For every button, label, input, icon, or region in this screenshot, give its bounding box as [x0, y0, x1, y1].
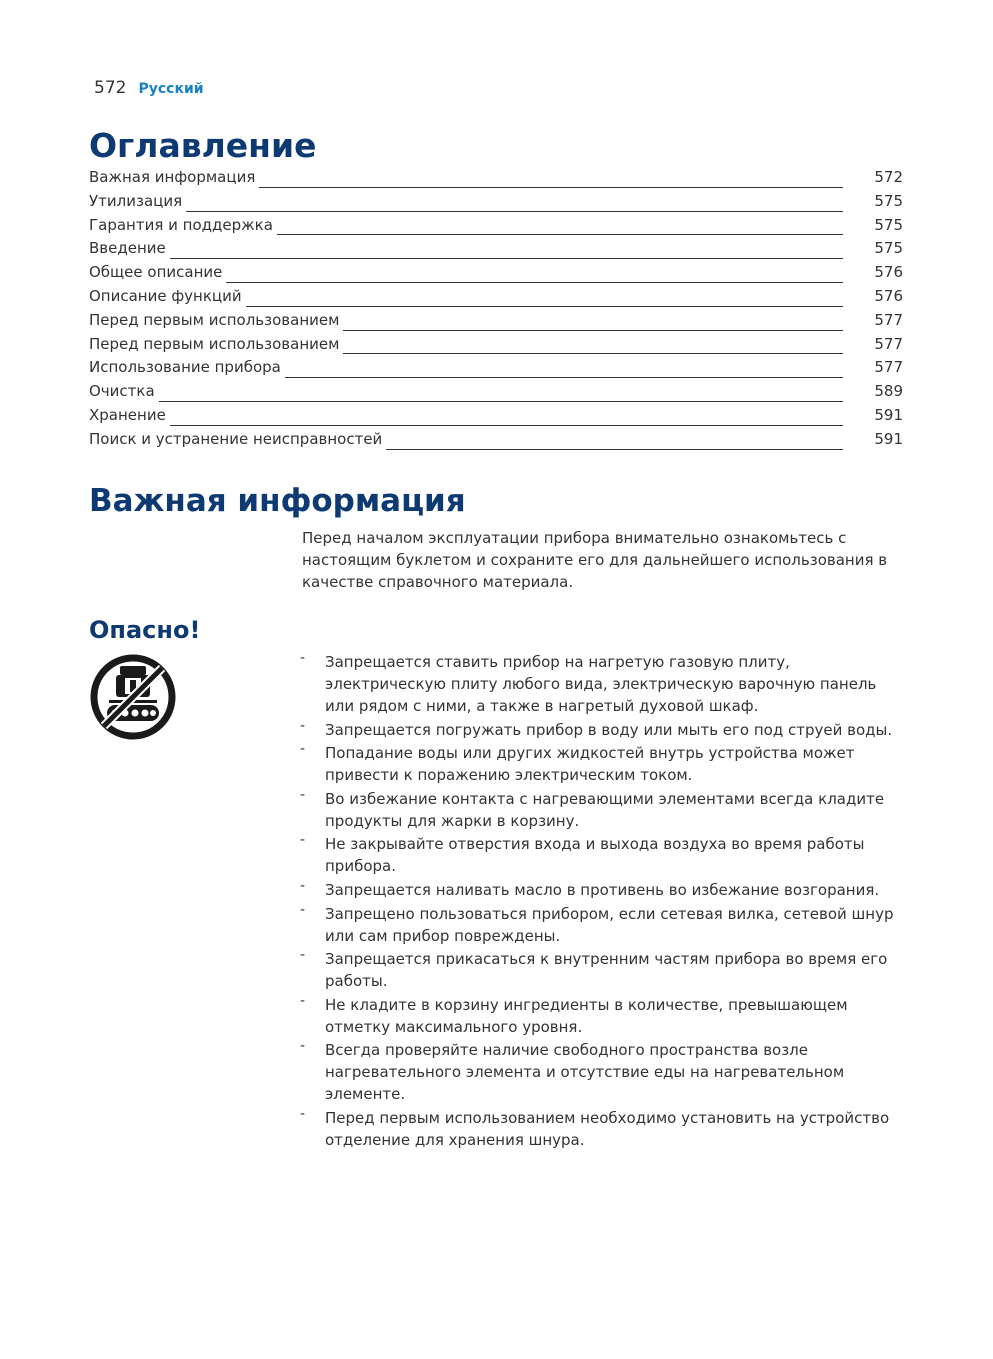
toc-leader-line	[159, 401, 843, 402]
list-item-text: Не закрывайте отверстия входа и выхода воздуха во время работы прибора.	[325, 835, 865, 876]
toc-entry-label: Хранение	[89, 405, 166, 424]
page-number: 572	[94, 78, 127, 98]
toc-entry-label: Гарантия и поддержка	[89, 215, 273, 234]
list-item-text: Запрещено пользоваться прибором, если сетевая вилка, сетевой шнур или сам прибор повреждены.	[325, 904, 894, 945]
toc-leader-line	[170, 258, 843, 259]
toc-entry-page: 577	[874, 310, 903, 329]
toc-leader-line	[285, 377, 843, 378]
bullet-marker: -	[300, 877, 306, 894]
toc-entry-label: Введение	[89, 239, 166, 258]
list-item	[300, 903, 906, 947]
list-item-text: Запрещается погружать прибор в воду или мыть его под струей воды.	[325, 720, 893, 739]
toc-entry-label: Поиск и устранение неисправностей	[89, 429, 383, 448]
toc-entry[interactable]	[89, 216, 903, 240]
toc-entry-page: 576	[874, 263, 903, 282]
intro-paragraph: Перед началом эксплуатации прибора внимательно ознакомьтесь с настоящим буклетом и сохраните его для дальнейшего использования в качестве справочного материала.	[302, 529, 888, 591]
list-item	[300, 833, 906, 877]
toc-entry-label: Описание функций	[89, 286, 242, 305]
toc-entry-page: 591	[874, 429, 903, 448]
list-item	[300, 879, 906, 901]
toc-entry[interactable]	[89, 430, 903, 454]
toc-leader-line	[343, 330, 843, 331]
toc-entry-page: 589	[874, 382, 903, 401]
toc-leader-line	[277, 234, 843, 235]
list-item-text: Попадание воды или других жидкостей внутрь устройства может привести к поражению электрическим током.	[325, 744, 855, 785]
page-header	[94, 78, 204, 98]
toc-entry[interactable]	[89, 311, 903, 335]
toc-entry-label: Очистка	[89, 382, 155, 401]
toc-entry-page: 575	[874, 239, 903, 258]
bullet-marker: -	[300, 786, 306, 803]
toc-entry-label: Общее описание	[89, 263, 223, 282]
toc-entry[interactable]	[89, 406, 903, 430]
toc-title: Оглавление	[89, 126, 317, 165]
toc-entry-page: 575	[874, 191, 903, 210]
toc-entry-page: 576	[874, 286, 903, 305]
table-of-contents	[89, 168, 903, 454]
list-item	[300, 719, 906, 741]
list-item-text: Не кладите в корзину ингредиенты в количестве, превышающем отметку максимального уровня.	[325, 995, 848, 1036]
toc-leader-line	[343, 353, 843, 354]
toc-leader-line	[259, 187, 843, 188]
important-info-title: Важная информация	[89, 483, 466, 519]
list-item	[300, 788, 906, 832]
list-item-text: Запрещается прикасаться к внутренним частям прибора во время его работы.	[325, 950, 888, 991]
toc-entry-label: Перед первым использованием	[89, 334, 340, 353]
language-label: Русский	[138, 81, 204, 97]
toc-leader-line	[170, 425, 843, 426]
list-item	[300, 651, 906, 717]
toc-leader-line	[386, 449, 843, 450]
toc-entry[interactable]	[89, 358, 903, 382]
toc-entry-page: 591	[874, 405, 903, 424]
toc-entry[interactable]	[89, 239, 903, 263]
no-stovetop-icon	[89, 653, 177, 741]
bullet-marker: -	[300, 1038, 306, 1055]
list-item	[300, 1107, 906, 1151]
toc-entry-label: Перед первым использованием	[89, 310, 340, 329]
list-item-text: Перед первым использованием необходимо установить на устройство отделение для хранения шнура.	[325, 1108, 890, 1149]
toc-entry-page: 577	[874, 334, 903, 353]
bullet-marker: -	[300, 901, 306, 918]
toc-entry[interactable]	[89, 263, 903, 287]
list-item	[300, 1039, 906, 1105]
toc-entry-page: 575	[874, 215, 903, 234]
toc-leader-line	[226, 282, 843, 283]
danger-title: Опасно!	[89, 616, 201, 644]
list-item	[300, 994, 906, 1038]
list-item	[300, 948, 906, 992]
bullet-marker: -	[300, 717, 306, 734]
toc-entry[interactable]	[89, 287, 903, 311]
bullet-marker: -	[300, 992, 306, 1009]
toc-entry-page: 577	[874, 358, 903, 377]
toc-entry[interactable]	[89, 192, 903, 216]
list-item-text: Всегда проверяйте наличие свободного пространства возле нагревательного элемента и отсутствие еды на нагревательном элементе.	[325, 1041, 845, 1104]
toc-entry-label: Использование прибора	[89, 358, 281, 377]
bullet-marker: -	[300, 1105, 306, 1122]
toc-entry-label: Важная информация	[89, 168, 256, 186]
toc-entry-label: Утилизация	[89, 191, 183, 210]
toc-entry[interactable]	[89, 335, 903, 359]
toc-leader-line	[246, 306, 843, 307]
list-item-text: Запрещается наливать масло в противень во избежание возгорания.	[325, 880, 880, 899]
toc-entry[interactable]	[89, 382, 903, 406]
list-item	[300, 742, 906, 786]
bullet-marker: -	[300, 741, 306, 758]
bullet-marker: -	[300, 947, 306, 964]
list-item-text: Запрещается ставить прибор на нагретую газовую плиту, электрическую плиту любого вида, электрическую варочную панель или рядом с ними, а также в нагретый духовой шкаф.	[325, 653, 877, 715]
bullet-marker: -	[300, 832, 306, 849]
toc-leader-line	[186, 211, 843, 212]
toc-entry[interactable]	[89, 168, 903, 192]
toc-entry-page: 572	[874, 168, 903, 186]
danger-list	[300, 651, 906, 1153]
list-item-text: Во избежание контакта с нагревающими элементами всегда кладите продукты для жарки в корзину.	[325, 789, 885, 830]
bullet-marker: -	[300, 650, 306, 666]
